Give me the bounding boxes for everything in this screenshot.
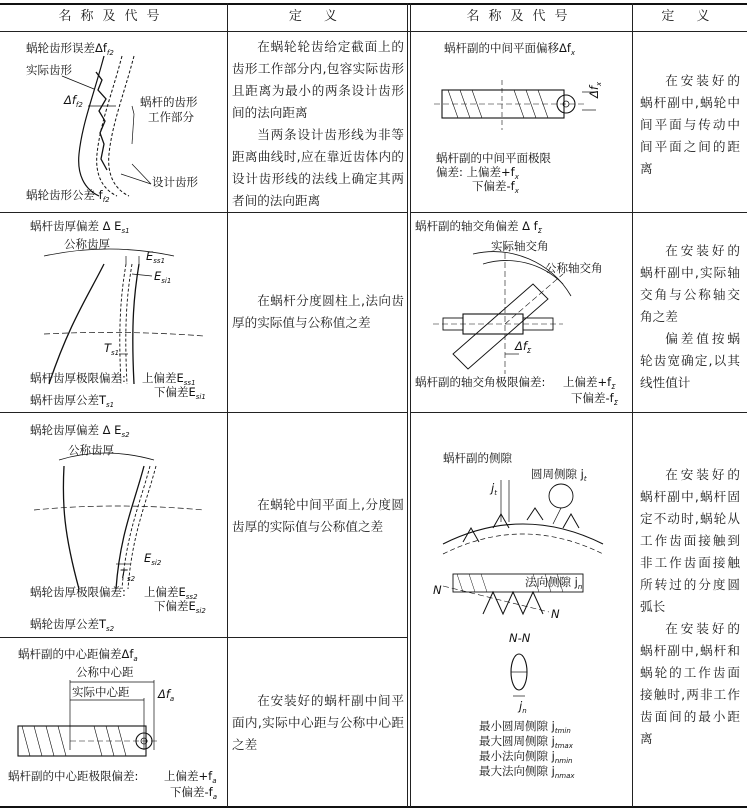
nominal-thickness-label: 公称齿厚: [64, 237, 110, 251]
nominal-thickness-label: 公称齿厚: [68, 443, 114, 457]
definition-center-distance: 在安装好的蜗杆副中间平面内,实际中心距与公称中心距之差: [232, 693, 404, 752]
upper-deviation-label: 上偏差$E_{ss2}$: [144, 585, 198, 601]
limit-line-2-upper: 偏差: 上偏差$+f_x$: [436, 165, 519, 181]
esi2-label: $E_{si2}$: [144, 551, 162, 567]
svg-text:蜗杆副的中间平面偏移Δfx: 蜗杆副的中间平面偏移$\Delta f_x$: [444, 41, 576, 57]
lower-deviation-label: 下偏差$-f_a$: [170, 785, 217, 801]
header-name-left: 名称及代号: [58, 9, 169, 24]
figure-title: 蜗杆副的中间平面偏移Δf: [444, 41, 571, 55]
header-bottom-border: [0, 31, 747, 32]
figure-title: 蜗杆副的中心距偏差Δf: [18, 647, 134, 661]
svg-text:蜗杆副的中心距偏差Δfa: 蜗杆副的中心距偏差$\Delta f_a$: [18, 647, 138, 663]
header-name-right: 名称及代号: [466, 9, 577, 24]
nominal-angle-label: 公称轴交角: [545, 261, 603, 275]
nominal-center-label: 公称中心距: [76, 665, 134, 679]
lower-deviation-label: 下偏差$E_{si1}$: [154, 385, 206, 401]
svg-text:蜗轮齿厚偏差 Δ Es2: 蜗轮齿厚偏差 Δ $E_{s2}$: [30, 423, 130, 439]
center-distance-deviation-figure: [4, 640, 224, 806]
lower-deviation-label: 下偏差$-f_\Sigma$: [571, 391, 619, 407]
delta-fa-label: $\Delta f_a$: [158, 687, 175, 703]
shaft-angle-deviation-figure: [413, 214, 632, 410]
ts2-label: $T_{s2}$: [120, 567, 136, 583]
ts1-label: $T_{s1}$: [104, 341, 120, 357]
middle-divider-a: [407, 3, 408, 807]
upper-deviation-label: 上偏差$+f_a$: [164, 769, 217, 785]
svg-text:蜗轮齿形误差Δff2: 蜗轮齿形误差$\Delta f_{f2}$: [26, 41, 114, 57]
upper-deviation-label: 上偏差$+f_\Sigma$: [563, 375, 616, 391]
svg-text:蜗杆副的轴交角偏差 Δ fΣ: 蜗杆副的轴交角偏差 Δ $f_\Sigma$: [415, 219, 543, 235]
wheel-thickness-deviation-figure: [4, 414, 224, 636]
figure-title: 蜗杆副的侧隙: [443, 451, 512, 465]
max-circ-backlash: 最大圆周侧隙 $j_{tmax}$: [479, 734, 573, 750]
backlash-figure: [413, 414, 632, 804]
figure-title: 蜗杆齿厚偏差 Δ E: [30, 219, 122, 233]
limit-line-1: 蜗杆副的中间平面极限: [436, 151, 551, 165]
actual-center-label: 实际中心距: [72, 685, 130, 699]
tolerance-label: 蜗轮齿厚公差$T_{s2}$: [30, 617, 115, 633]
limit-deviation-label: 蜗杆齿厚极限偏差:: [30, 371, 126, 385]
design-profile-label: 设计齿形: [152, 175, 198, 189]
svg-text:蜗杆齿厚偏差 Δ Es1: 蜗杆齿厚偏差 Δ $E_{s1}$: [30, 219, 130, 235]
lower-deviation-label: 下偏差$E_{si2}$: [154, 599, 206, 615]
min-normal-backlash: 最小法向侧隙 $j_{nmin}$: [479, 749, 573, 765]
tolerance-label: 蜗轮齿形公差 $f_{f2}$: [26, 188, 110, 204]
max-normal-backlash: 最大法向侧隙 $j_{nmax}$: [479, 764, 575, 780]
definition-wheel-thickness: 在蜗轮中间平面上,分度圆齿厚的实际值与公称值之差: [232, 497, 404, 534]
worm-profile-label-2: 工作部分: [148, 110, 194, 124]
left-col-divider: [227, 3, 228, 807]
left-row-divider-1: [0, 212, 408, 213]
n-left-label: N: [433, 583, 442, 597]
actual-angle-label: 实际轴交角: [491, 239, 549, 253]
right-row-divider-2: [411, 412, 747, 413]
limit-deviation-label: 蜗杆副的轴交角极限偏差:: [415, 375, 546, 389]
jn-label: $j_n$: [519, 699, 527, 715]
table-bottom-border: [0, 806, 747, 808]
left-row-divider-2: [0, 412, 408, 413]
upper-deviation-label: 上偏差$E_{ss1}$: [142, 371, 196, 387]
jt-label: $j_t$: [491, 481, 497, 497]
figure-title: 蜗轮齿厚偏差 Δ E: [30, 423, 122, 437]
normal-backlash-label: 法向侧隙 $j_n$: [525, 575, 583, 591]
esi1-label: $E_{si1}$: [154, 269, 172, 285]
middle-divider-b: [410, 3, 411, 807]
left-row-divider-3: [0, 637, 408, 638]
right-col-divider: [632, 3, 633, 807]
limit-deviation-label: 蜗杆副的中心距极限偏差:: [8, 769, 139, 783]
figure-title: 蜗轮齿形误差Δf: [26, 41, 107, 55]
circ-backlash-label: 圆周侧隙 $j_t$: [531, 467, 587, 483]
mid-plane-offset-figure: [414, 34, 630, 210]
limit-deviation-label: 蜗轮齿厚极限偏差:: [30, 585, 126, 599]
actual-profile-label: 实际齿形: [26, 63, 72, 77]
worm-wheel-profile-error-figure: [4, 34, 224, 210]
tolerance-label: 蜗杆齿厚公差$T_{s1}$: [30, 393, 115, 409]
definition-shaft-angle: 在安装好的蜗杆副中,实际轴交角与公称轴交角之差 偏差值按蜗轮齿宽确定,以其线性值计: [640, 243, 740, 390]
right-row-divider-1: [411, 212, 747, 213]
figure-title: 蜗杆副的轴交角偏差 Δ f: [415, 219, 538, 233]
header-definition-right: 定 义: [661, 9, 719, 24]
header-definition-left: 定 义: [288, 9, 347, 24]
delta-fsigma-label: $\Delta f_\Sigma$: [515, 339, 532, 355]
delta-ff2-label: $\Delta f_{f2}$: [64, 93, 83, 109]
table-top-border: [0, 3, 747, 5]
ess1-label: $E_{ss1}$: [146, 249, 166, 265]
lower-deviation-label: 下偏差$-f_x$: [472, 179, 519, 195]
n-right-label: N: [551, 607, 560, 621]
min-circ-backlash: 最小圆周侧隙 $j_{tmin}$: [479, 719, 571, 735]
worm-profile-label-1: 蜗杆的齿形: [140, 95, 198, 109]
nn-label: N-N: [509, 631, 531, 645]
delta-fx-label: $\Delta f_x$: [587, 81, 603, 98]
definition-wheel-profile-error: 在蜗轮轮齿给定截面上的齿形工作部分内,包容实际齿形且距离为最小的两条设计齿形间的法向距离 当两条设计齿形线为非等距离曲线时,应在靠近齿体内的设计齿形线的法线上确定其两者间的法向距离: [232, 39, 404, 208]
definition-mid-plane-offset: 在安装好的蜗杆副中,蜗轮中间平面与传动中间平面之间的距离: [640, 73, 740, 176]
definition-worm-thickness: 在蜗杆分度圆柱上,法向齿厚的实际值与公称值之差: [232, 293, 404, 330]
worm-thickness-deviation-figure: [4, 214, 224, 410]
definition-backlash: 在安装好的蜗杆副中,蜗杆固定不动时,蜗轮从工作齿面接触到非工作齿面接触所转过的分度圆弧长 在安装好的蜗杆副中,蜗杆和蜗轮的工作齿面接触时,两非工作齿面间的最小距离: [640, 467, 740, 746]
